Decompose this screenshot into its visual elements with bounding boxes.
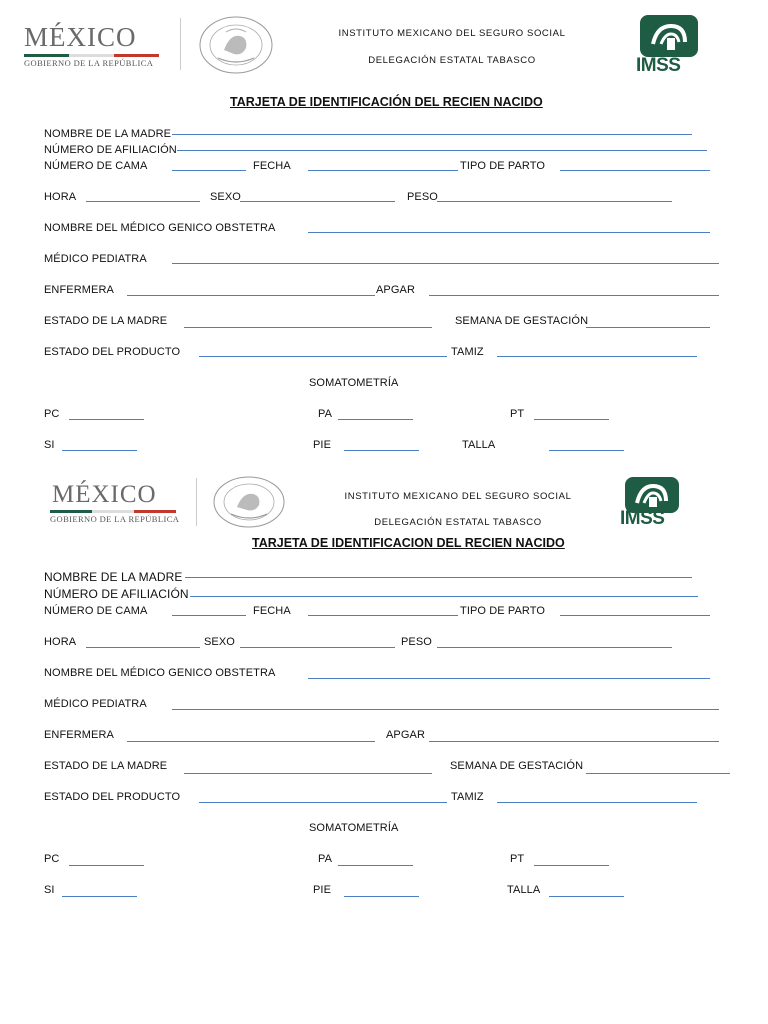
field-fecha[interactable]	[308, 170, 458, 171]
delegation-name: DELEGACIÓN ESTATAL TABASCO	[368, 55, 536, 66]
imss-wordmark: IMSS	[636, 55, 681, 76]
label-madre: NOMBRE DE LA MADRE	[44, 570, 183, 584]
field-semana[interactable]	[586, 327, 710, 328]
field-pt[interactable]	[534, 419, 609, 420]
label-obstetra: NOMBRE DEL MÉDICO GENICO OBSTETRA	[44, 667, 276, 679]
label-afiliacion: NÚMERO DE AFILIACIÓN	[44, 144, 177, 156]
field-madre[interactable]	[185, 577, 692, 578]
label-pie: PIE	[313, 884, 332, 896]
label-sexo: SEXO	[204, 636, 235, 648]
card-title: TARJETA DE IDENTIFICACIÓN DEL RECIEN NACIDO	[230, 95, 543, 109]
label-pa: PA	[318, 408, 333, 420]
field-obstetra[interactable]	[308, 678, 710, 679]
imss-wordmark: IMSS	[620, 508, 665, 529]
field-cama[interactable]	[172, 170, 246, 171]
label-pt: PT	[510, 408, 525, 420]
mexico-wordmark: MÉXICO	[52, 481, 157, 508]
field-pie[interactable]	[344, 896, 419, 897]
label-estado-producto: ESTADO DEL PRODUCTO	[44, 791, 181, 803]
flag-bar-white	[92, 510, 134, 513]
field-peso[interactable]	[437, 647, 672, 648]
field-sexo[interactable]	[240, 647, 395, 648]
label-peso: PESO	[407, 191, 438, 203]
label-enfermera: ENFERMERA	[44, 284, 114, 296]
field-pie[interactable]	[344, 450, 419, 451]
label-pc: PC	[44, 408, 60, 420]
field-afiliacion[interactable]	[177, 150, 707, 151]
flag-bar-red	[114, 54, 159, 57]
field-apgar[interactable]	[429, 295, 719, 296]
label-madre: NOMBRE DE LA MADRE	[44, 128, 172, 140]
label-tamiz: TAMIZ	[451, 346, 484, 358]
imss-eagle-icon	[639, 14, 699, 58]
field-enfermera[interactable]	[127, 295, 375, 296]
label-apgar: APGAR	[386, 729, 426, 741]
field-estado-madre[interactable]	[184, 327, 432, 328]
field-pt[interactable]	[534, 865, 609, 866]
label-talla: TALLA	[507, 884, 541, 896]
field-cama[interactable]	[172, 615, 246, 616]
label-fecha: FECHA	[253, 605, 291, 617]
field-madre[interactable]	[172, 134, 692, 135]
card-title: TARJETA DE IDENTIFICACION DEL RECIEN NACIDO	[252, 536, 565, 550]
logo-divider	[180, 18, 181, 70]
field-estado-producto[interactable]	[199, 356, 447, 357]
flag-bar-green	[24, 54, 69, 57]
label-estado-madre: ESTADO DE LA MADRE	[44, 315, 168, 327]
gobierno-label: GOBIERNO DE LA REPÚBLICA	[24, 58, 154, 68]
field-si[interactable]	[62, 896, 137, 897]
label-pie: PIE	[313, 439, 332, 451]
label-pc: PC	[44, 853, 60, 865]
label-hora: HORA	[44, 191, 77, 203]
field-obstetra[interactable]	[308, 232, 710, 233]
field-tamiz[interactable]	[497, 356, 697, 357]
label-estado-madre: ESTADO DE LA MADRE	[44, 760, 168, 772]
field-pc[interactable]	[69, 865, 144, 866]
label-tamiz: TAMIZ	[451, 791, 484, 803]
flag-bar-white	[69, 54, 114, 57]
label-obstetra: NOMBRE DEL MÉDICO GENICO OBSTETRA	[44, 222, 276, 234]
label-cama: NÚMERO DE CAMA	[44, 605, 148, 617]
label-pt: PT	[510, 853, 525, 865]
field-estado-producto[interactable]	[199, 802, 447, 803]
field-semana[interactable]	[586, 773, 730, 774]
national-seal-icon	[196, 14, 276, 76]
field-fecha[interactable]	[308, 615, 458, 616]
field-hora[interactable]	[86, 647, 200, 648]
label-cama: NÚMERO DE CAMA	[44, 160, 148, 172]
label-hora: HORA	[44, 636, 77, 648]
label-pediatra: MÉDICO PEDIATRA	[44, 698, 147, 710]
institute-name: INSTITUTO MEXICANO DEL SEGURO SOCIAL	[338, 28, 566, 39]
field-hora[interactable]	[86, 201, 200, 202]
flag-bar-red	[134, 510, 176, 513]
field-parto[interactable]	[560, 170, 710, 171]
label-peso: PESO	[401, 636, 432, 648]
label-apgar: APGAR	[376, 284, 416, 296]
label-si: SI	[44, 439, 55, 451]
label-sexo: SEXO	[210, 191, 241, 203]
field-si[interactable]	[62, 450, 137, 451]
field-afiliacion[interactable]	[190, 596, 698, 597]
field-pediatra[interactable]	[172, 709, 719, 710]
field-apgar[interactable]	[429, 741, 719, 742]
label-si: SI	[44, 884, 55, 896]
field-peso[interactable]	[437, 201, 672, 202]
label-pediatra: MÉDICO PEDIATRA	[44, 253, 147, 265]
label-somatometria: SOMATOMETRÍA	[309, 377, 399, 389]
field-pa[interactable]	[338, 865, 413, 866]
field-sexo[interactable]	[240, 201, 395, 202]
field-talla[interactable]	[549, 450, 624, 451]
field-pa[interactable]	[338, 419, 413, 420]
label-parto: TIPO DE PARTO	[460, 605, 546, 617]
field-parto[interactable]	[560, 615, 710, 616]
label-somatometria: SOMATOMETRÍA	[309, 822, 399, 834]
label-talla: TALLA	[462, 439, 496, 451]
field-tamiz[interactable]	[497, 802, 697, 803]
mexico-wordmark: MÉXICO	[24, 22, 137, 52]
delegation-name: DELEGACIÓN ESTATAL TABASCO	[374, 517, 542, 528]
flag-bar-green	[50, 510, 92, 513]
field-pc[interactable]	[69, 419, 144, 420]
label-enfermera: ENFERMERA	[44, 729, 114, 741]
field-pediatra[interactable]	[172, 263, 719, 264]
label-semana: SEMANA DE GESTACIÓN	[450, 760, 584, 772]
field-estado-madre[interactable]	[184, 773, 432, 774]
label-parto: TIPO DE PARTO	[460, 160, 546, 172]
national-seal-icon	[210, 474, 288, 530]
label-pa: PA	[318, 853, 333, 865]
gobierno-label: GOBIERNO DE LA REPÚBLICA	[50, 514, 180, 524]
label-fecha: FECHA	[253, 160, 291, 172]
label-afiliacion: NÚMERO DE AFILIACIÓN	[44, 587, 189, 601]
institute-name: INSTITUTO MEXICANO DEL SEGURO SOCIAL	[344, 491, 572, 502]
field-talla[interactable]	[549, 896, 624, 897]
logo-divider	[196, 478, 197, 526]
field-enfermera[interactable]	[127, 741, 375, 742]
label-semana: SEMANA DE GESTACIÓN	[455, 315, 589, 327]
label-estado-producto: ESTADO DEL PRODUCTO	[44, 346, 181, 358]
